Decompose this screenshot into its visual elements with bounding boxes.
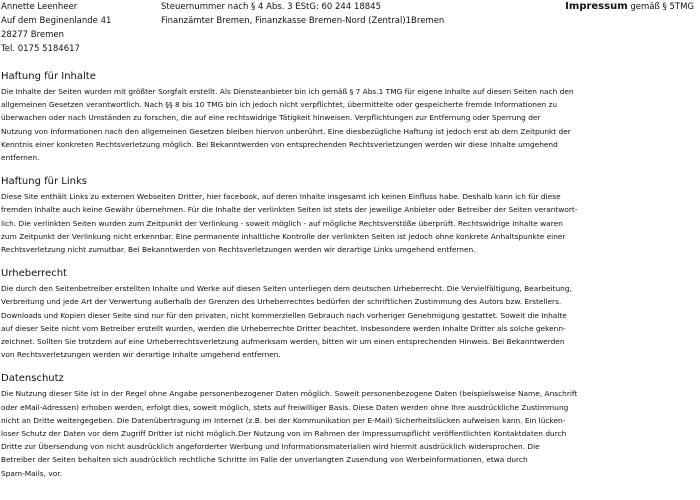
impressum-suffix: gemäß § 5TMG xyxy=(627,2,694,12)
text-line: Die durch den Seitenbetreiber erstellten Inhalte und Werke auf diesen Seiten unterliegen dem deutschen Urheberrecht. Die Vervielfältigung, Bearbeitung, xyxy=(1,284,572,294)
address-street: Auf dem Beginenlande 41 xyxy=(1,16,112,26)
section-body xyxy=(1,387,697,479)
text-line: oder eMail-Adressen) erhoben werden, erfolgt dies, soweit möglich, stets auf freiwilliger Basis. Diese Daten werden ohne Ihre ausdrückliche Zustimmung xyxy=(1,402,569,412)
section-body xyxy=(1,190,697,256)
text-line: überwachen oder nach Umständen zu forschen, die auf eine rechtswidrige Tätigkeit hinweisen. Verpflichtungen zur Entfernung oder Sperrung der xyxy=(1,113,541,123)
address-block xyxy=(1,0,111,56)
section-heading: Datenschutz xyxy=(1,373,64,385)
text-line: fremden Inhalte auch keine Gewähr übernehmen. Für die Inhalte der verlinkten Seiten ist stets der jeweilige Anbieter oder Betreiber der Seiten verantwort- xyxy=(1,205,578,215)
impressum-header xyxy=(565,0,694,14)
impressum-title: Impressum xyxy=(565,1,628,12)
text-line: Nutzung von Informationen nach den allgemeinen Gesetzen bleiben hiervon unberührt. Eine diesbezügliche Haftung ist jedoch erst ab dem Zeitpunkt der xyxy=(1,126,571,136)
section-heading: Urheberrecht xyxy=(1,268,67,280)
text-line: Betreiber der Seiten behalten sich ausdrücklich rechtliche Schritte im Falle der unverlangten Zusendung von Werbeinformationen, etwa durch xyxy=(1,455,528,465)
tax-number: Steuernummer nach § 4 Abs. 3 EStG: 60 244 18845 xyxy=(161,2,381,12)
section-datenschutz xyxy=(1,372,697,479)
text-line: allgemeinen Gesetzen verantwortlich. Nach §§ 8 bis 10 TMG bin ich jedoch nicht verpflichtet, übermittelte oder gespeicherte fremde Informationen zu xyxy=(1,100,558,110)
text-line: zeichnet. Sollten Sie trotzdem auf eine Urheberrechtsverletzung aufmerksam werden, bitten wir um einen entsprechenden Hinweis. Bei Bekanntwerden xyxy=(1,337,565,347)
text-line: auf dieser Seite nicht vom Betreiber erstellt wurden, werden die Urheberrechte Dritter beachtet. Insbesondere werden Inhalte Dritter als solche gekenn- xyxy=(1,323,566,333)
text-line: Verbreitung und jede Art der Verwertung außerhalb der Grenzen des Urheberrechtes bedürfen der schriftlichen Zustimmung des Autors bzw. Erstellers. xyxy=(1,297,562,307)
text-line: loser Schutz der Daten vor dem Zugriff Dritter ist nicht möglich.Der Nutzung von im Rahmen der Impressumspflicht veröffentlichten Kontaktdaten durch xyxy=(1,429,567,439)
text-line: Diese Site enthält Links zu externen Webseiten Dritter, hier facebook, auf deren Inhalte insgesamt ich keinen Einfluss habe. Deshalb kann ich für diese xyxy=(1,192,561,202)
text-line: nicht an Dritte weitergegeben. Die Datenübertragung im Internet (z.B. bei der Kommunikation per E-Mail) Sicherheitslücken aufweisen kann. Ein lücken- xyxy=(1,415,566,425)
section-body xyxy=(1,85,697,164)
text-line: Kenntnis einer konkreten Rechtsverletzung möglich. Bei Bekanntwerden von entsprechenden Rechtsverletzungen werden wir diese Inhalte umgehend xyxy=(1,139,558,149)
text-line: Die Inhalte der Seiten wurden mit größter Sorgfalt erstellt. Als Diensteanbieter bin ich gemäß § 7 Abs.1 TMG für eigene Inhalte auf diesen Seiten nach den xyxy=(1,87,574,96)
text-line: von Rechtsverletzungen werden wir derartige Inhalte umgehend entfernen. xyxy=(1,350,281,360)
section-body xyxy=(1,282,697,361)
address-city: 28277 Bremen xyxy=(1,30,65,40)
section-haftung-inhalte xyxy=(1,70,697,164)
address-name: Annette Leenheer xyxy=(1,2,78,12)
address-phone: Tel. 0175 5184617 xyxy=(1,44,80,54)
tax-info xyxy=(161,0,444,28)
section-haftung-links xyxy=(1,175,697,256)
legal-content xyxy=(1,70,697,491)
text-line: entfernen. xyxy=(1,153,40,163)
section-heading: Haftung für Inhalte xyxy=(1,71,96,82)
text-line: Dritte zur Übersendung von nicht ausdrücklich angeforderter Werbung und Informationsmaterialien wird hiermit ausdrücklich widersprochen. Die xyxy=(1,442,540,452)
text-line: Downloads und Kopien dieser Seite sind nur für den privaten, nicht kommerziellen Gebrauch nach vorheriger Genehmigung gestattet. Soweit die Inhalte xyxy=(1,310,567,320)
tax-office: Finanzämter Bremen, Finanzkasse Bremen-Nord (Zentral)1Bremen xyxy=(161,16,445,26)
text-line: zum Zeitpunkt der Verlinkung nicht erkennbar. Eine permanente inhaltliche Kontrolle der verlinkten Seiten ist jedoch ohne konkrete Anhaltspunkte einer xyxy=(1,231,566,241)
text-line: Die Nutzung dieser Site ist in der Regel ohne Angabe personenbezogener Daten möglich. Soweit personenbezogene Daten (beispielsweise Name, Anschrift xyxy=(1,389,578,399)
text-line: Rechtsverletzung nicht zumutbar. Bei Bekanntwerden von Rechtsverletzungen werden wir derartige Links umgehend entfernen. xyxy=(1,245,476,255)
section-heading: Haftung für Links xyxy=(1,176,87,188)
section-urheberrecht xyxy=(1,267,697,361)
text-line: lich. Die verlinkten Seiten wurden zum Zeitpunkt der Verlinkung - soweit möglich - auf mögliche Rechtsverstöße überprüft. Rechtswidrige Inhalte waren xyxy=(1,218,563,228)
text-line: Spam-Mails, vor. xyxy=(1,468,62,478)
